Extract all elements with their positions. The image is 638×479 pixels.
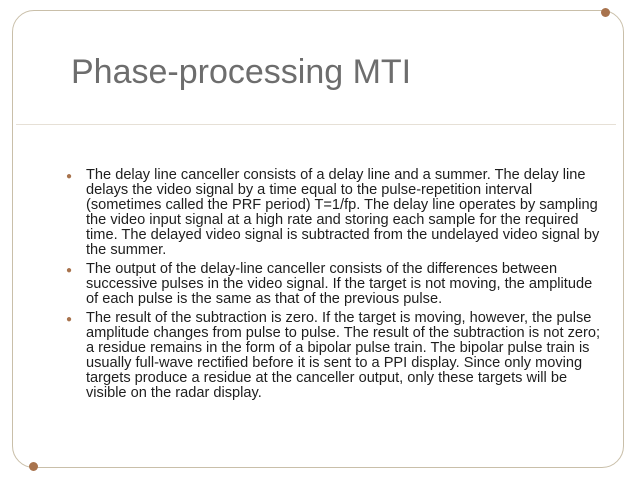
bullet-item [66,262,608,307]
corner-dot-top-right [601,8,610,17]
bullet-list [66,168,608,405]
title-divider [16,124,616,125]
bullet-item [66,311,608,401]
corner-dot-bottom-left [29,462,38,471]
bullet-text: The result of the subtraction is zero. If the target is moving, however, the pulse amplitude changes from pulse to pulse. The result of the subtraction is not zero; a residue remains in the form of a bipolar pulse train. The bipolar pulse train is usually full-wave rectified before it is sent to a PPI display. Since only moving targets produce a residue at the canceller output, only these targets will be visible on the radar display. [86,310,601,401]
bullet-icon: ● [66,314,73,325]
slide-title: Phase-processing MTI [71,53,412,91]
bullet-text: The delay line canceller consists of a delay line and a summer. The delay line delays the video signal by a time equal to the pulse-repetition interval (sometimes called the PRF period) T=1/fp. The delay line operates by sampling the video input signal at a high rate and storing each sample for the required time. The delayed video signal is subtracted from the undelayed video signal by the summer. [86,167,600,258]
bullet-text: The output of the delay-line canceller consists of the differences between successive pulses in the video signal. If the target is not moving, the amplitude of each pulse is the same as that of the previous pulse. [86,261,593,307]
bullet-icon: ● [66,171,73,182]
bullet-item [66,168,608,258]
bullet-icon: ● [66,265,73,276]
